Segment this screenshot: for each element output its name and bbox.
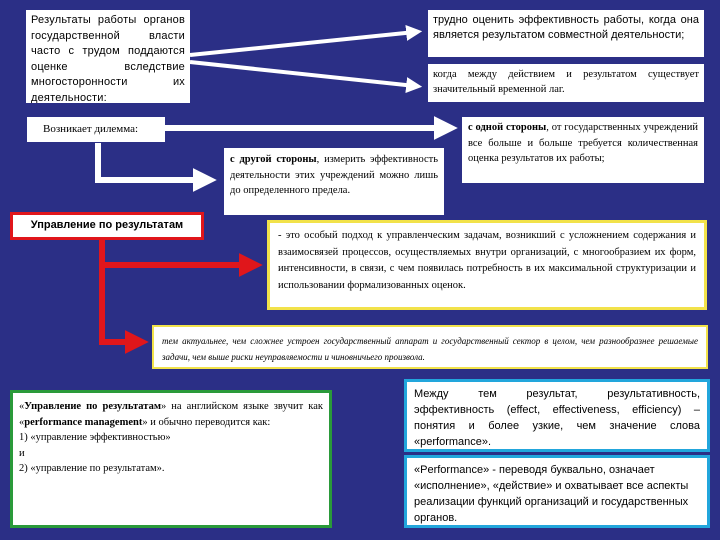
translation-line-3: 2) «управление по результатам». <box>19 463 165 474</box>
mbr-title-box <box>10 212 204 240</box>
translation-bold-2: performance management <box>24 416 143 428</box>
dilemma-text: Возникает дилемма: <box>43 123 139 135</box>
mbr-definition-box <box>267 220 707 310</box>
results-box <box>26 10 190 103</box>
arrow-mbr-to-definition <box>102 240 252 265</box>
arrow-mbr-to-relevance <box>102 265 138 342</box>
other-side-text <box>230 152 438 199</box>
mbr-definition-text: - это особый подход к управленческим задачам, возникший с усложнением содержания и взаимосвязей процессов, осуществляемых внутри организаций, с многообразием их форм, интенсивности, в связи, с чем появилась потребность в их максимальной структуризации и использовании формализованных оценок. <box>278 230 696 291</box>
mbr-title: Управление по результатам <box>30 219 184 231</box>
other-side-rest: , измерить эффективность деятельности этих учреждений можно лишь до определенного предела. <box>230 154 438 196</box>
relevance-box <box>152 325 708 369</box>
hard-to-assess-text: трудно оценить эффективность работы, когда она является результатом совместной деятельности; <box>433 14 699 41</box>
terms-box <box>404 379 710 452</box>
terms-text: Между тем результат, результативность, эффективность (effect, effectiveness, efficiency) – понятия и более узкие, чем значение слова «performance». <box>414 388 700 448</box>
time-lag-text: когда между действием и результатом существует значительный временной лаг. <box>433 69 699 95</box>
arrow-to-other-side <box>98 143 206 180</box>
one-side-rest: , от государственных учреждений все больше и больше требуется количественная оценка результатов их работы; <box>468 122 698 164</box>
other-side-box <box>224 148 444 215</box>
translation-text <box>19 399 323 430</box>
arrow-to-time-lag <box>190 62 415 86</box>
one-side-bold: с одной стороны <box>468 122 547 133</box>
dilemma-box <box>27 117 165 142</box>
performance-box <box>404 455 710 528</box>
translation-quote: « <box>19 401 25 412</box>
other-side-bold: с другой стороны <box>230 154 317 165</box>
results-text: Результаты работы органов государственной власти часто с трудом поддаются оценке вследствие многосторонности их деятельности: <box>31 14 185 103</box>
one-side-text <box>468 120 698 167</box>
translation-text-2: » и обычно переводится как: <box>142 416 271 428</box>
relevance-text: тем актуальнее, чем сложнее устроен государственный аппарат и государственный сектор в целом, чем разнообразнее решаемые задачи, чем выше риски неуправляемости и чиновничьего произвола. <box>162 336 698 362</box>
translation-bold-1: Управление по результатам <box>24 401 161 412</box>
translation-line-1: 1) «управление эффективностью» <box>19 432 171 443</box>
translation-line-2: и <box>19 447 25 459</box>
translation-text-1: » на английском языке звучит как « <box>19 401 323 428</box>
translation-box <box>10 390 332 528</box>
arrow-to-hard-to-assess <box>190 32 415 55</box>
one-side-box <box>462 117 704 183</box>
performance-text: «Performance» - переводя буквально, означает «исполнение», «действие» и охватывает все аспекты реализации функций организаций и государственных органов. <box>414 464 689 524</box>
hard-to-assess-box <box>428 10 704 57</box>
time-lag-box <box>428 64 704 102</box>
